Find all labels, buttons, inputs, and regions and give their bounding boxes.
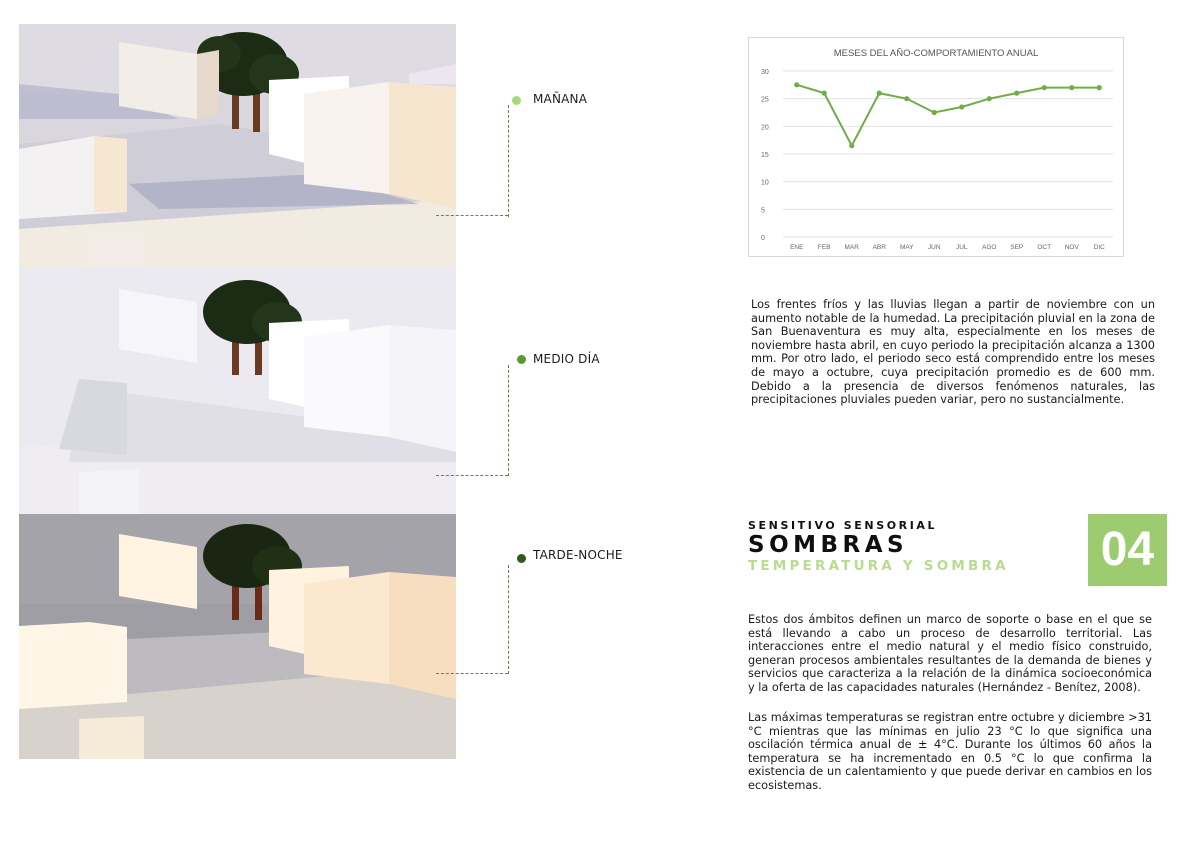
chart-xtick-label: ABR	[872, 244, 886, 251]
label-noon: MEDIO DÍA	[533, 352, 600, 366]
intro-paragraph: Estos dos ámbitos definen un marco de soporte o base en el que se está llevando a cabo un proceso de desarrollo territorial. Las interacciones entre el medio natural y el medio físico construido, generan procesos ambientales resultantes de la demanda de bienes y servicios que caracteriza a la relación de la dinámica socioeconómica y la oferta de las capacidades naturales (Hernández - Benítez, 2008).	[748, 613, 1152, 694]
chart-xtick-label: FEB	[817, 244, 831, 251]
leader-evening-h	[436, 673, 508, 674]
render-noon	[19, 267, 456, 514]
rain-paragraph: Los frentes fríos y las lluvias llegan a partir de noviembre con un aumento notable de la humedad. La precipitación pluvial en la zona de San Buenaventura es muy alta, especialmente en los meses de noviembre hasta abril, en cuyo periodo la precipitación alcanza a 1300 mm. Por otro lado, el periodo seco está comprendido entre los meses de mayo a octubre, cuya precipitación promedio es de 600 mm. Debido a la presencia de diversos fenómenos naturales, las precipitaciones pluviales pueden variar, pero no sustancialmente.	[751, 298, 1155, 407]
chart-point	[1014, 91, 1019, 96]
section-kicker: SENSITIVO SENSORIAL	[748, 519, 938, 532]
render-evening	[19, 514, 456, 759]
chart-point	[904, 96, 909, 101]
chart-point	[849, 143, 854, 148]
chart-xtick-label: MAR	[844, 244, 859, 251]
label-morning: MAÑANA	[533, 92, 588, 106]
leader-evening	[508, 565, 509, 674]
leader-morning	[508, 105, 509, 217]
chart-xtick-label: DIC	[1093, 244, 1105, 251]
chart-xtick-label: JUN	[927, 244, 941, 251]
section-subtitle: TEMPERATURA Y SOMBRA	[748, 558, 1009, 574]
chart-svg	[749, 38, 1123, 256]
leader-morning-h	[436, 215, 508, 216]
chart-point	[987, 96, 992, 101]
dot-evening	[517, 554, 526, 563]
chart-ytick-label: 10	[761, 179, 769, 187]
sheet-number-badge: 04	[1088, 514, 1167, 586]
chart-ytick-label: 5	[761, 207, 765, 215]
chart-xtick-label: AGO	[982, 244, 997, 251]
dot-morning	[512, 96, 521, 105]
chart-xtick-label: MAY	[899, 244, 914, 251]
chart-point	[1069, 85, 1074, 90]
chart-point	[794, 82, 799, 87]
chart-ytick-label: 15	[761, 152, 769, 159]
leader-noon	[508, 365, 509, 476]
chart-series-line	[797, 85, 1100, 146]
temperature-chart	[748, 37, 1124, 257]
chart-xtick-label: ENE	[790, 244, 804, 251]
chart-point	[1097, 85, 1102, 90]
leader-noon-h	[436, 475, 508, 476]
chart-ytick-label: 20	[761, 124, 769, 132]
chart-ytick-label: 0	[761, 235, 765, 242]
section-header	[748, 519, 1009, 574]
chart-point	[877, 91, 882, 96]
temperature-paragraph: Las máximas temperaturas se registran entre octubre y diciembre >31 °C mientras que las mínimas en julio 23 °C lo que significa una oscilación térmica anual de ± 4°C. Durante los últimos 60 años la temperatura se ha incrementado en 0.5 °C lo que confirma la existencia de un calentamiento y que puede derivar en cambios en los ecosistemas.	[748, 711, 1152, 792]
render-morning	[19, 24, 456, 267]
chart-point	[932, 110, 937, 115]
chart-xtick-label: OCT	[1037, 244, 1052, 251]
chart-ytick-label: 30	[761, 69, 769, 76]
chart-xtick-label: NOV	[1064, 244, 1079, 251]
chart-xtick-label: SEP	[1010, 244, 1024, 251]
chart-xtick-label: JUL	[955, 244, 968, 251]
chart-point	[822, 91, 827, 96]
chart-point	[959, 104, 964, 109]
chart-point	[1042, 85, 1047, 90]
label-evening: TARDE-NOCHE	[533, 548, 623, 562]
section-title: SOMBRAS	[748, 532, 909, 558]
chart-ytick-label: 25	[761, 96, 769, 104]
chart-title: MESES DEL AÑO-COMPORTAMIENTO ANUAL	[833, 48, 1039, 59]
dot-noon	[517, 355, 526, 364]
